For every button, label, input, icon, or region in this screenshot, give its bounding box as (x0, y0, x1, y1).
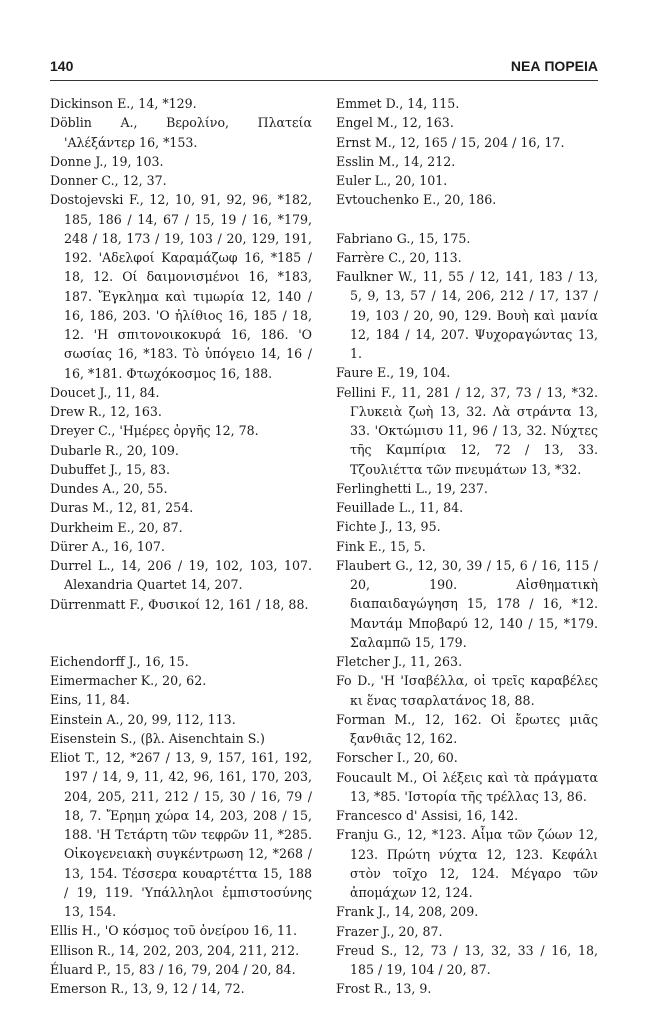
index-entry: Dürrenmatt F., Φυσικοί 12, 161 / 18, 88. (50, 596, 309, 612)
index-entry: Eichendorff J., 16, 15. (50, 653, 189, 669)
index-entry: Eins, 11, 84. (50, 692, 130, 708)
index-entry: Frank J., 14, 208, 209. (336, 904, 479, 920)
index-entry: Dostojevski F., 12, 10, 91, 92, 96, *182, 185, 186 / 14, 67 / 15, 19 / 16, *179, 248 / 18, 173 / 19, 103 / 20, 129, 191, 192. 'Αδελφοί Καραμάζωφ 16, *185 / 18, 12. Οί δαιμονισμένοι 16, *183, 187. Ἔγκλημα καὶ τιμωρία 12, 140 / 16, 186, 203. 'Ο ἠλίθιος 16, 185 / 18, 12. 'Η σπιτονοικοκυρά 16, 186. 'Ο σωσίας 16, *183. Τὸ ὑπόγειο 14, 16 / 16, *181. Φτωχόκοσμος 16, 188. (50, 192, 312, 381)
index-entry: Doucet J., 11, 84. (50, 384, 160, 400)
index-entry: Frazer J., 20, 87. (336, 923, 443, 939)
index-entry: Flaubert G., 12, 30, 39 / 15, 6 / 16, 115 / 20, 190. Αἰσθηματικὴ διαπαιδαγώγηση 15, 178 / 16, *12. Μαντάμ Μποβαρύ 12, 140 / 15, *179. Σαλαμπῶ 15, 179. (336, 557, 598, 650)
index-entry: Ellis H., 'Ο κόσμος τοῦ ὀνείρου 16, 11. (50, 923, 298, 939)
index-entry: Francesco d' Assisi, 16, 142. (336, 808, 519, 823)
running-title: ΝΕΑ ΠΟΡΕΙΑ (510, 58, 598, 74)
index-entry: Döblin A., Βερολίνο, Πλατεία 'Αλέξάντερ 16, *153. (50, 115, 312, 150)
index-entry: Freud S., 12, 73 / 13, 32, 33 / 16, 18, 185 / 19, 104 / 20, 87. (336, 942, 598, 977)
index-entry: Fletcher J., 11, 263. (336, 654, 463, 669)
index-entry: Feuillade L., 11, 84. (336, 500, 464, 515)
index-entry: Fellini F., 11, 281 / 12, 37, 73 / 13, *32. Γλυκειὰ ζωὴ 13, 32. Λὰ στράντα 13, 33. 'Οκτώμισυ 11, 96 / 13, 32. Νύχτες τῆς Καμπίρια 12, 72 / 13, 33. Τζουλιέττα τῶν πνευμάτων 13, *32. (336, 384, 598, 477)
index-entry: Farrère C., 20, 113. (336, 249, 462, 265)
index-entry: Faulkner W., 11, 55 / 12, 141, 183 / 13, 5, 9, 13, 57 / 14, 206, 212 / 17, 137 / 19, 103 / 20, 90, 129. Βουὴ καὶ μανία 12, 184 / 14, 207. Ψυχοραγώντας 13, 1. (336, 269, 598, 361)
index-entry: Fabriano G., 15, 175. (336, 230, 471, 246)
index-entry: Emerson R., 13, 9, 12 / 14, 72. (50, 981, 245, 996)
index-entry: Donne J., 19, 103. (50, 153, 164, 169)
page-header (50, 56, 598, 81)
page-number: 140 (50, 58, 74, 74)
index-entry: Esslin M., 14, 212. (336, 153, 456, 169)
index-entry: Evtouchenko E., 20, 186. (336, 192, 497, 208)
index-entry: Dürer A., 16, 107. (50, 538, 165, 554)
index-entry: Emmet D., 14, 115. (336, 96, 460, 111)
left-column (50, 94, 312, 998)
index-entry: Ernst M., 12, 165 / 15, 204 / 16, 17. (336, 134, 565, 150)
index-entry: Fo D., 'Η 'Ισαβέλλα, οἱ τρεῖς καραβέλες κι ἕνας τσαρλατάνος 18, 88. (336, 673, 598, 708)
index-entry: Drew R., 12, 163. (50, 404, 162, 419)
index-entry: Dubuffet J., 15, 83. (50, 461, 170, 477)
index-entry: Durrel L., 14, 206 / 19, 102, 103, 107. Alexandria Quartet 14, 207. (50, 558, 312, 593)
index-entry: Fink E., 15, 5. (336, 538, 426, 554)
index-entry: Eliot T., 12, *267 / 13, 9, 157, 161, 192, 197 / 14, 9, 11, 42, 96, 161, 170, 203, 204, 205, 211, 212 / 15, 30 / 16, 79 / 18, 7. Ἔρημη χώρα 14, 203, 208 / 15, 188. 'Η Τετάρτη τῶν τεφρῶν 11, *285. Οἰκογενειακὴ συγκέντρωση 12, *268 / 13, 154. Τέσσερα κουαρτέττα 15, 188 / 19, 119. 'Υπάλληλοι ἐμπιστοσύνης 13, 154. (50, 750, 312, 919)
index-entry: Éluard P., 15, 83 / 16, 79, 204 / 20, 84. (50, 961, 296, 977)
index-entry: Forscher I., 20, 60. (336, 750, 458, 766)
index-entry: Forman M., 12, 162. Οἱ ἔρωτες μιᾶς ξανθιᾶς 12, 162. (336, 711, 598, 746)
index-entry: Eisenstein S., (βλ. Aisenchtain S.) (50, 730, 265, 746)
index-entry: Frost R., 13, 9. (336, 981, 432, 997)
index-entry: Donner C., 12, 37. (50, 173, 167, 188)
index-entry: Dreyer C., 'Ημέρες ὀργῆς 12, 78. (50, 423, 259, 439)
index-entry: Fichte J., 13, 95. (336, 519, 441, 535)
index-entry: Duras M., 12, 81, 254. (50, 500, 194, 516)
index-entry: Franju G., 12, *123. Αἷμα τῶν ζώων 12, 123. Πρώτη νύχτα 12, 123. Κεφάλι στὸν τοῖχο 12, 124. Μέγαρο τῶν ἀπομάχων 12, 124. (336, 827, 598, 900)
index-entry: Ferlinghetti L., 19, 237. (336, 480, 488, 496)
index-entry: Einstein A., 20, 99, 112, 113. (50, 711, 236, 727)
index-entry: Engel M., 12, 163. (336, 115, 454, 131)
index-entry: Faure E., 19, 104. (336, 365, 451, 381)
index-entry: Dickinson E., 14, *129. (50, 96, 197, 111)
index-entry: Ellison R., 14, 202, 203, 204, 211, 212. (50, 942, 300, 958)
index-entry: Eimermacher K., 20, 62. (50, 673, 207, 688)
letter-group-spacer (50, 614, 312, 652)
index-entry: Euler L., 20, 101. (336, 173, 448, 188)
right-column (336, 94, 598, 999)
index-entry: Durkheim E., 20, 87. (50, 519, 183, 535)
index-entry: Dundes A., 20, 55. (50, 481, 168, 496)
letter-group-spacer (336, 210, 598, 229)
index-entry: Foucault M., Οἱ λέξεις καὶ τὰ πράγματα 13, *85. 'Ιστορία τῆς τρέλλας 13, 86. (336, 769, 598, 804)
index-entry: Dubarle R., 20, 109. (50, 442, 179, 458)
